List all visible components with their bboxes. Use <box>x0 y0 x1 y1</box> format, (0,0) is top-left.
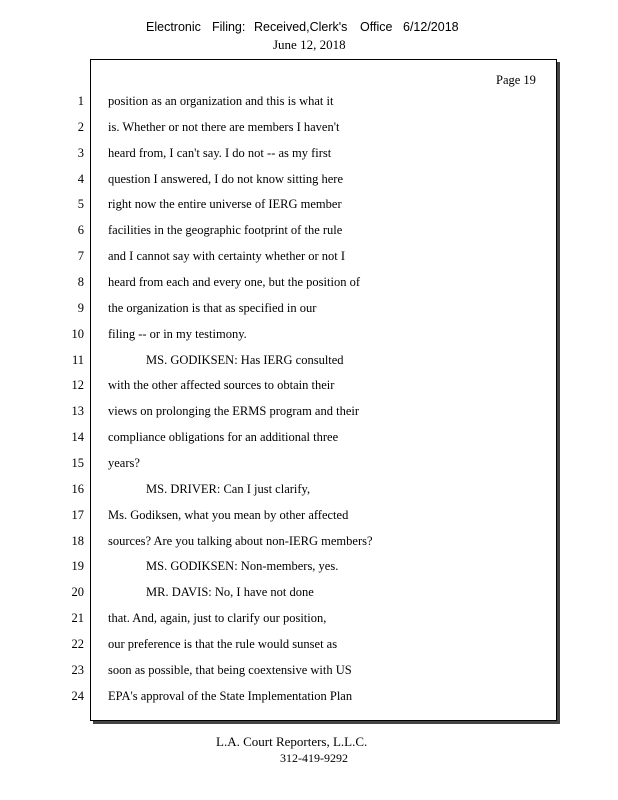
line-text: soon as possible, that being coextensive with US <box>108 662 352 677</box>
line-number: 22 <box>71 636 84 651</box>
line-text: MS. GODIKSEN: Has IERG consulted <box>146 352 344 367</box>
line-text: heard from each and every one, but the position of <box>108 275 360 289</box>
footer-company: L.A. Court Reporters, L.L.C. <box>216 734 368 749</box>
line-number: 18 <box>71 533 84 548</box>
line-text: heard from, I can't say. I do not -- as my first <box>108 145 332 160</box>
line-text: and I cannot say with certainty whether or not I <box>108 249 346 264</box>
line-text: our preference is that the rule would sunset as <box>108 636 338 651</box>
line-text: with the other affected sources to obtain their <box>108 378 335 393</box>
line-text: facilities in the geographic footprint of the rule <box>108 223 343 238</box>
line-number: 12 <box>71 378 84 393</box>
line-number: 8 <box>77 275 84 289</box>
line-text: MS. DRIVER: Can I just clarify, <box>146 481 311 496</box>
line-number: 3 <box>77 145 84 160</box>
line-number: 13 <box>71 404 84 419</box>
line-number: 5 <box>77 197 84 212</box>
line-text: is. Whether or not there are members I haven't <box>108 119 340 134</box>
header-date: June 12, 2018 <box>273 37 346 52</box>
line-number: 21 <box>71 611 84 625</box>
line-text: position as an organization and this is what it <box>108 94 334 108</box>
line-number: 19 <box>71 559 84 574</box>
line-text: views on prolonging the ERMS program and their <box>108 404 360 419</box>
line-number: 9 <box>77 300 84 315</box>
line-number: 24 <box>71 688 84 703</box>
line-number: 1 <box>77 94 84 108</box>
line-number: 16 <box>71 481 84 496</box>
line-text: Ms. Godiksen, what you mean by other affected <box>108 507 349 522</box>
line-number: 23 <box>71 662 84 677</box>
line-number: 11 <box>71 352 84 367</box>
header-word: Filing: <box>212 20 246 34</box>
line-text: question I answered, I do not know sitting here <box>108 171 344 186</box>
line-text: sources? Are you talking about non-IERG members? <box>108 533 373 548</box>
line-number: 14 <box>71 430 84 445</box>
line-text: EPA's approval of the State Implementation Plan <box>108 688 353 703</box>
line-number: 15 <box>71 455 84 470</box>
header-word: 6/12/2018 <box>403 20 459 34</box>
line-text: that. And, again, just to clarify our position, <box>108 611 327 625</box>
line-number: 17 <box>71 507 84 522</box>
line-text: right now the entire universe of IERG member <box>108 197 342 212</box>
line-number: 20 <box>71 585 84 600</box>
line-number: 2 <box>77 119 84 134</box>
line-number: 7 <box>77 249 84 264</box>
line-text: MS. GODIKSEN: Non-members, yes. <box>146 559 339 574</box>
footer-phone: 312-419-9292 <box>280 751 348 765</box>
line-text: compliance obligations for an additional three <box>108 430 339 445</box>
header-word: Electronic <box>146 20 201 34</box>
line-number: 4 <box>77 171 84 186</box>
line-text: MR. DAVIS: No, I have not done <box>146 585 314 600</box>
line-text: filing -- or in my testimony. <box>108 326 247 341</box>
line-text: years? <box>108 455 140 470</box>
line-number: 6 <box>77 223 84 238</box>
line-text: the organization is that as specified in our <box>108 300 317 315</box>
page-number: Page 19 <box>496 73 536 87</box>
header-word: Received,Clerk's <box>254 20 348 34</box>
line-number: 10 <box>71 326 84 341</box>
header-word: Office <box>360 20 393 34</box>
